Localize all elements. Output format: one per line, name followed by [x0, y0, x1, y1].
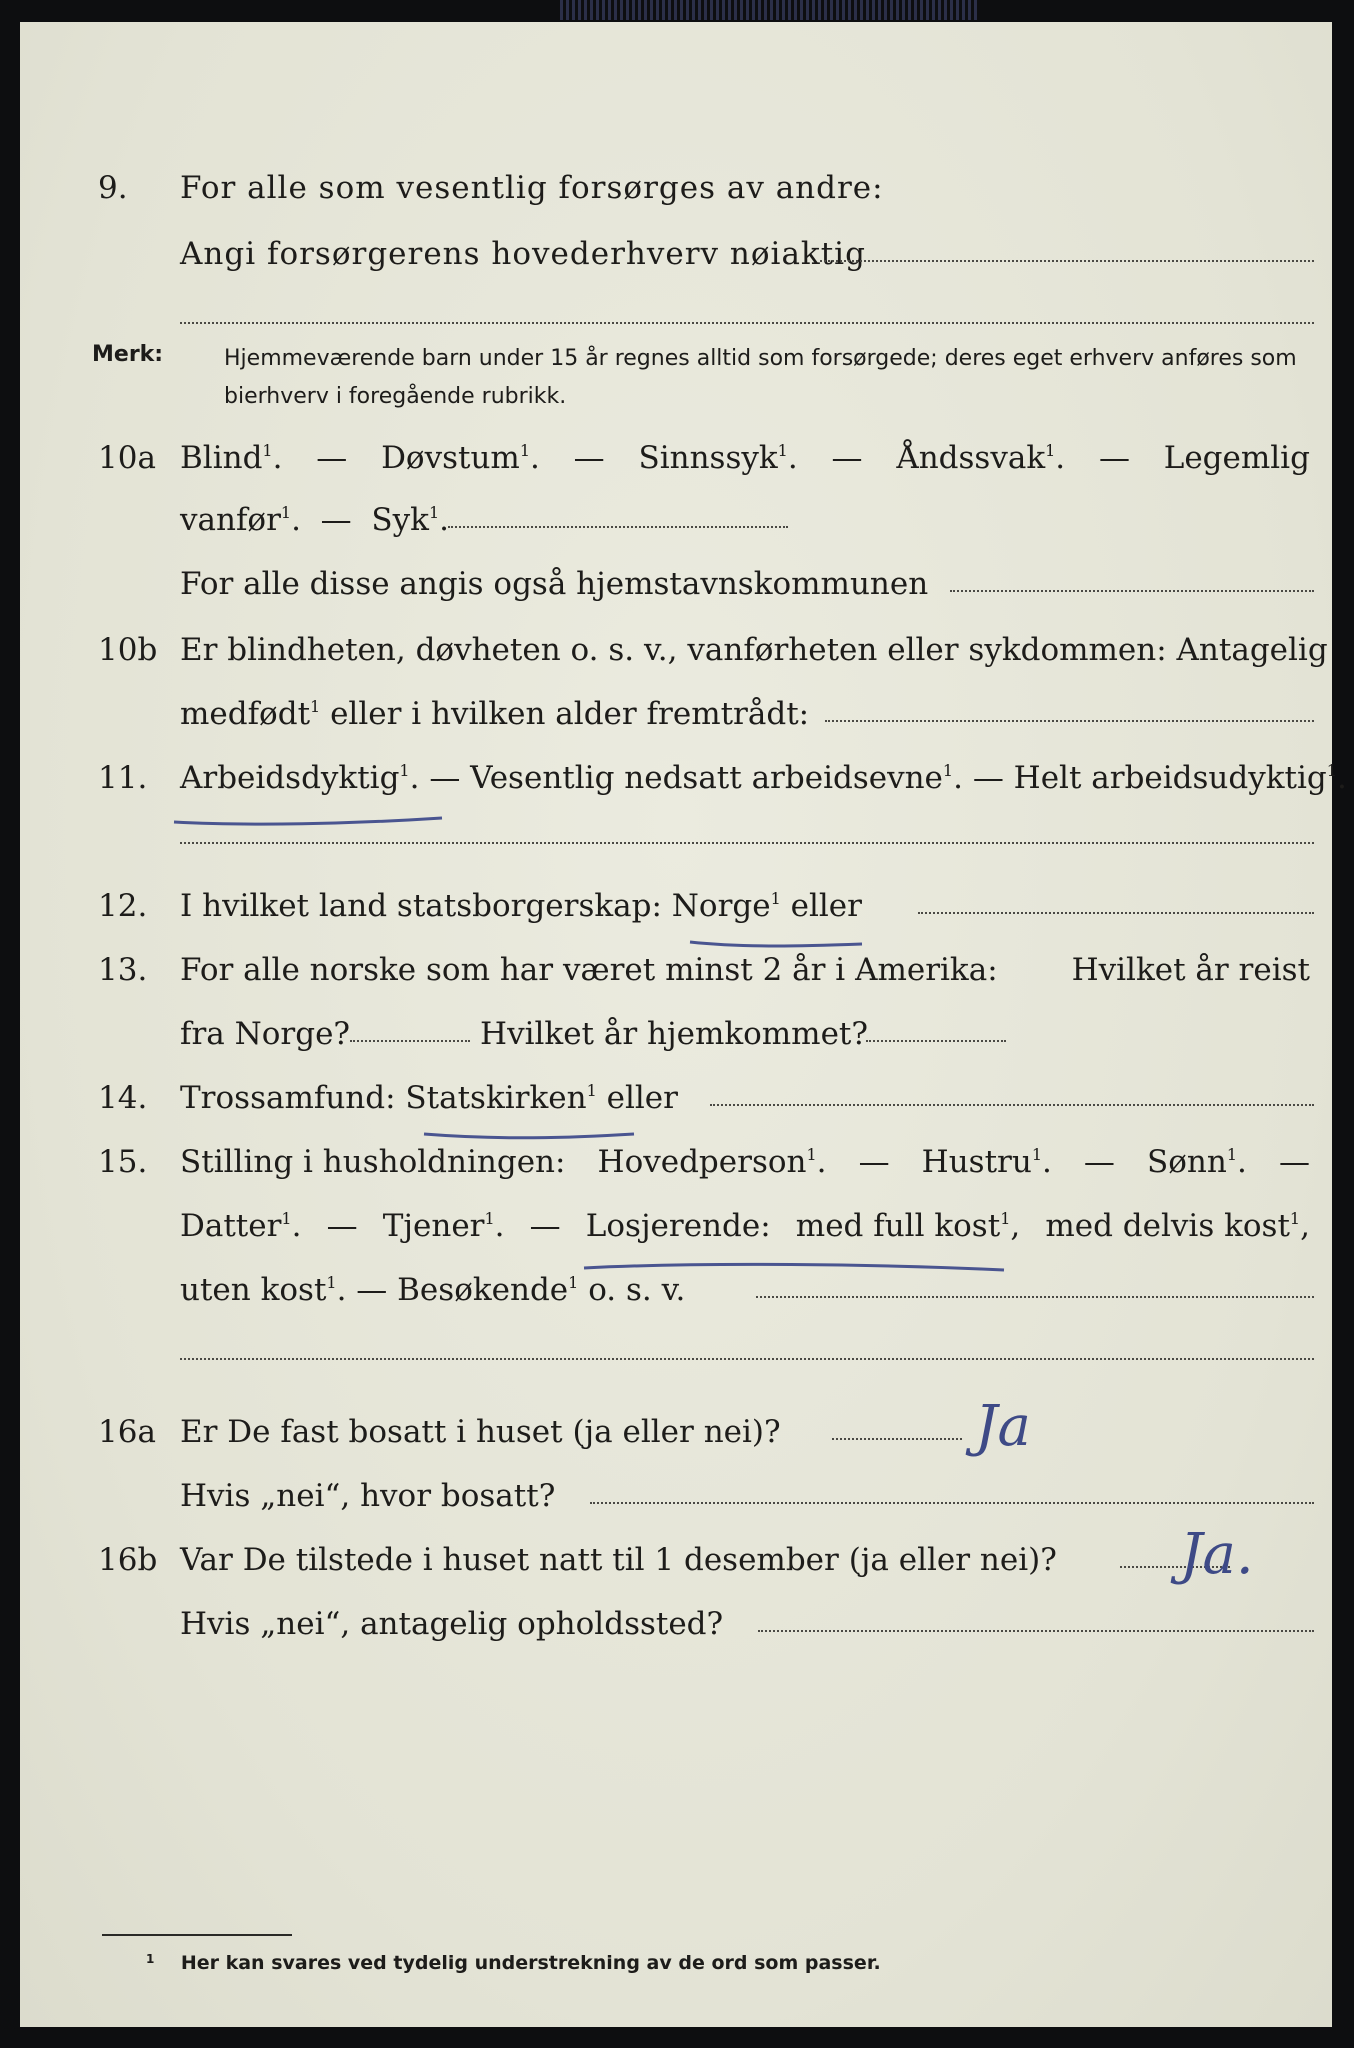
item-16a-answer-line: [832, 1438, 962, 1440]
item-16b-number: 16b: [98, 1542, 158, 1578]
item-9-line-1: For alle som vesentlig forsørges av andre:: [180, 170, 884, 206]
item-11-number: 11.: [98, 760, 148, 796]
item-16b-handwritten-answer: Ja.: [1180, 1522, 1254, 1587]
item-10b-answer-line: [825, 720, 1314, 722]
item-10b-line-2: medfødt$^1$ eller i hvilken alder fremtrådt:: [180, 696, 810, 732]
item-10a-line-2: vanfør$^1$. — Syk$^1$.: [180, 502, 449, 538]
item-10b-line-1: Er blindheten, døvheten o. s. v., vanførheten eller sykdommen: Antagelig: [180, 632, 1328, 668]
item-12-number: 12.: [98, 888, 148, 924]
item-16a-bosatt-line: [590, 1502, 1314, 1504]
item-13-reist-line: [350, 1040, 470, 1042]
item-11-underline-mark: [170, 812, 450, 832]
item-13-line-2: fra Norge? Hvilket år hjemkommet?: [180, 1016, 869, 1052]
footnote: $^1$ Her kan svares ved tydelig understrekning av de ord som passer.: [146, 1952, 881, 1974]
item-15-answer-line: [756, 1296, 1314, 1298]
item-12-line: I hvilket land statsborgerskap: Norge$^1$ eller: [180, 888, 862, 924]
merk-text: Hjemmeværende barn under 15 år regnes alltid som forsørgede; deres eget erhverv anføres som bierhverv i foregående rubrikk.: [224, 346, 1297, 409]
item-15-line-1: Stilling i husholdningen: Hovedperson$^1$. — Hustru$^1$. — Sønn$^1$. —: [180, 1144, 1310, 1180]
item-15-answer-rule: [180, 1358, 1314, 1360]
item-16b-line-1: Var De tilstede i huset natt til 1 desember (ja eller nei)?: [180, 1542, 1057, 1578]
item-10a-syk-line: [448, 526, 788, 528]
item-10a-kommune-line: [950, 590, 1314, 592]
merk-label: Merk:: [92, 342, 164, 367]
item-14-line: Trossamfund: Statskirken$^1$ eller: [180, 1080, 678, 1116]
item-15-line-3: uten kost$^1$. — Besøkende$^1$ o. s. v.: [180, 1272, 686, 1308]
item-16a-handwritten-answer: Ja: [975, 1394, 1031, 1459]
item-16b-opphold-line: [758, 1630, 1314, 1632]
item-14-answer-line: [710, 1104, 1314, 1106]
item-14-number: 14.: [98, 1080, 148, 1116]
census-form-page: [20, 22, 1347, 2027]
item-13-number: 13.: [98, 952, 148, 988]
item-9-answer-rule: [180, 322, 1314, 324]
item-9-line-2: Angi forsørgerens hovederhverv nøiaktig: [180, 236, 866, 272]
item-16a-line-2: Hvis „nei“, hvor bosatt?: [180, 1478, 556, 1514]
item-10a-line-3: For alle disse angis også hjemstavnskommunen: [180, 566, 929, 602]
item-16a-number: 16a: [98, 1414, 156, 1450]
item-9-number: 9.: [98, 170, 128, 206]
item-16a-line-1: Er De fast bosatt i huset (ja eller nei)?: [180, 1414, 781, 1450]
item-13-hjemkommet-line: [866, 1040, 1006, 1042]
item-11-answer-rule: [180, 842, 1314, 844]
scan-edge-strip: [560, 0, 980, 20]
item-10a-number: 10a: [98, 440, 156, 476]
item-12-answer-line: [918, 912, 1314, 914]
item-11-line: Arbeidsdyktig$^1$. — Vesentlig nedsatt arbeidsevne$^1$. — Helt arbeidsudyktig$^1$.: [180, 760, 1347, 796]
item-15-number: 15.: [98, 1144, 148, 1180]
item-13-line-1: For alle norske som har været minst 2 år i Amerika: Hvilket år reist: [180, 952, 1310, 988]
item-16b-line-2: Hvis „nei“, antagelig opholdssted?: [180, 1606, 724, 1642]
item-15-line-2: Datter$^1$. — Tjener$^1$. — Losjerende: med full kost$^1$, med delvis kost$^1$,: [180, 1208, 1310, 1244]
footnote-rule: [102, 1934, 292, 1936]
item-10b-number: 10b: [98, 632, 158, 668]
item-9-answer-line: [820, 260, 1314, 262]
item-10a-line-1: Blind$^1$. — Døvstum$^1$. — Sinnssyk$^1$. — Åndssvak$^1$. — Legemlig: [180, 440, 1310, 476]
